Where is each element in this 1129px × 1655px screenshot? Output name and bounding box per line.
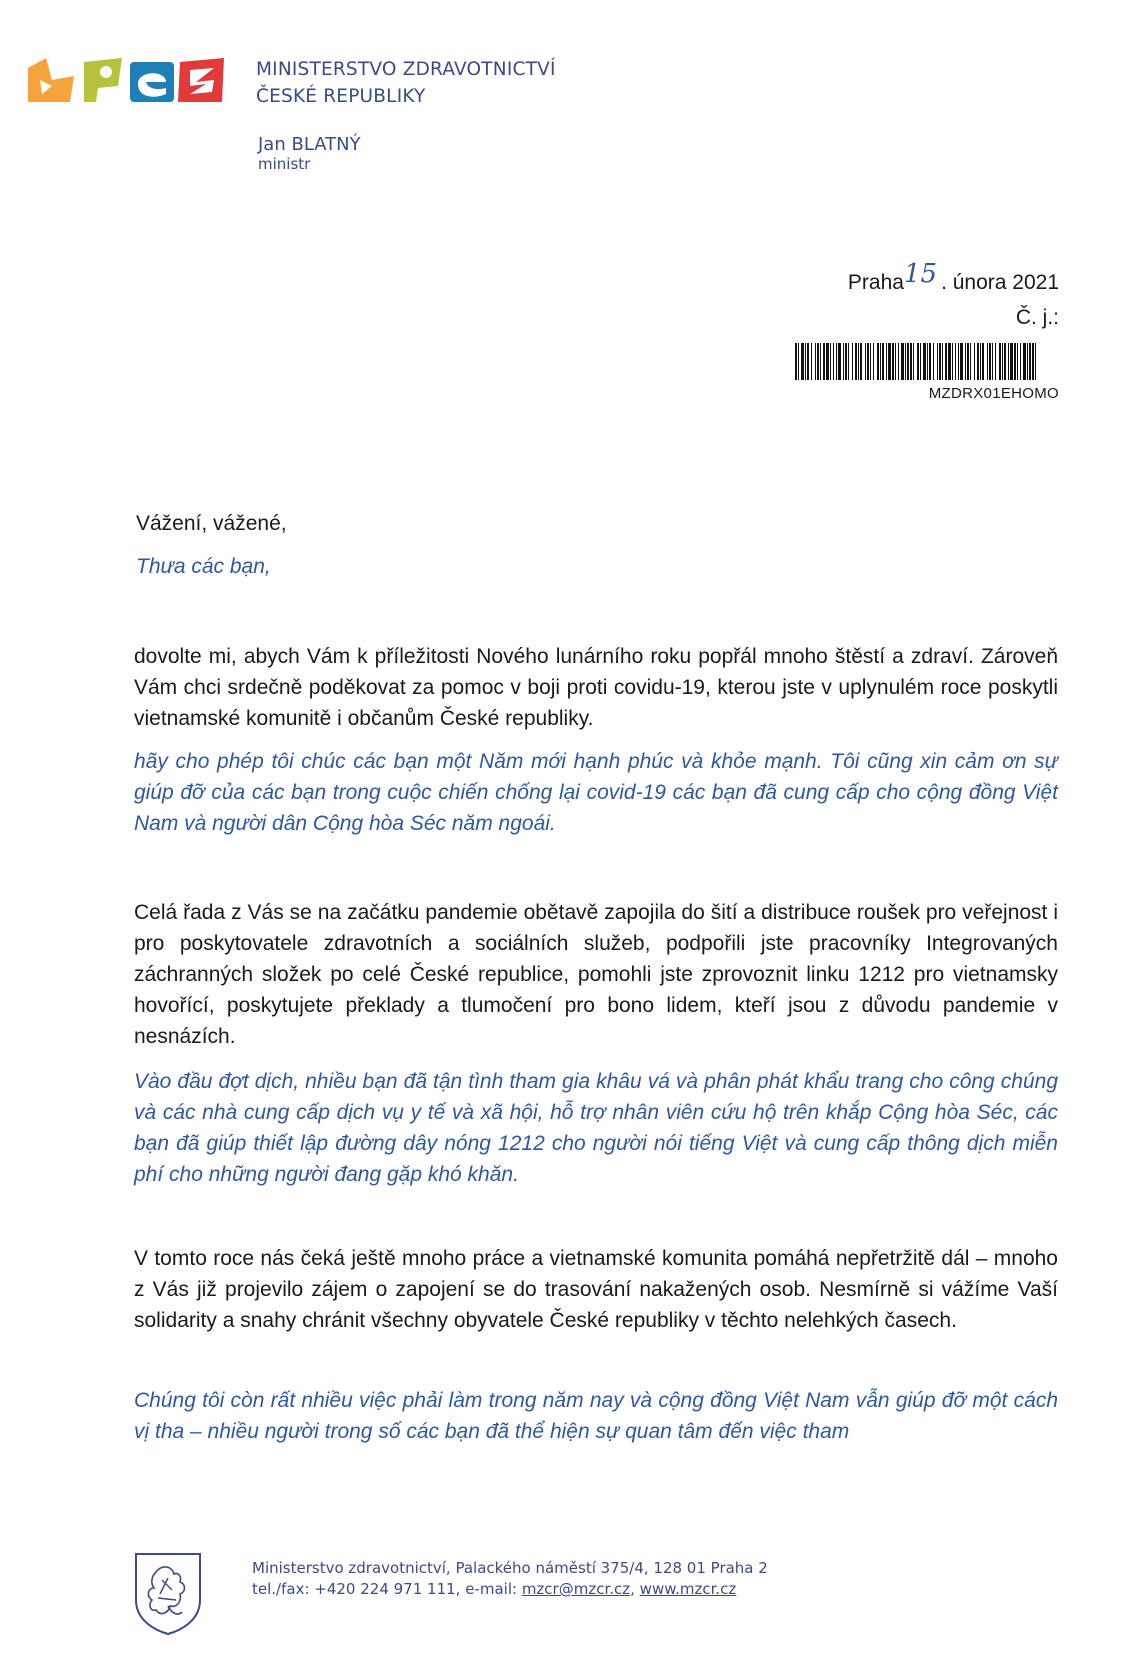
logo-green-shape bbox=[84, 58, 122, 102]
barcode-bar bbox=[945, 343, 947, 380]
barcode-bar bbox=[1029, 343, 1031, 380]
barcode-bar bbox=[1032, 343, 1034, 380]
date-month-year: . února 2021 bbox=[941, 271, 1059, 294]
minister-name: Jan BLATNÝ bbox=[258, 134, 361, 155]
barcode-bar bbox=[873, 343, 874, 380]
barcode-bar bbox=[942, 343, 943, 380]
barcode-bar bbox=[852, 343, 853, 380]
barcode-bar bbox=[836, 343, 837, 380]
minister-block bbox=[258, 134, 361, 173]
barcode-bar bbox=[965, 343, 966, 380]
logo-blue-shape bbox=[130, 62, 174, 102]
barcode-bar bbox=[907, 343, 909, 380]
czech-coat-of-arms-icon bbox=[132, 1550, 204, 1636]
barcode-bar bbox=[860, 343, 862, 380]
barcode-bar bbox=[845, 343, 847, 380]
barcode-bar bbox=[929, 343, 931, 380]
barcode-bar bbox=[937, 343, 938, 380]
barcode-bar bbox=[980, 343, 981, 380]
barcode-bar bbox=[999, 343, 1001, 380]
barcode-bar bbox=[910, 343, 912, 380]
barcode-bar bbox=[1002, 343, 1003, 380]
ministry-name-line1: MINISTERSTVO ZDRAVOTNICTVÍ bbox=[256, 59, 556, 80]
barcode-bar bbox=[838, 343, 841, 380]
barcode-bar bbox=[955, 343, 956, 380]
barcode-bar bbox=[901, 343, 904, 380]
barcode bbox=[795, 343, 1059, 380]
footer-separator: , bbox=[630, 1580, 640, 1598]
barcode-bar bbox=[939, 343, 941, 380]
barcode-bar bbox=[892, 343, 894, 380]
barcode-bar bbox=[1035, 343, 1036, 380]
barcode-bar bbox=[982, 343, 984, 380]
barcode-bar bbox=[820, 343, 821, 380]
barcode-bar bbox=[1020, 343, 1021, 380]
ministry-name-line2: ČESKÉ REPUBLIKY bbox=[256, 86, 426, 107]
barcode-bar bbox=[967, 343, 969, 380]
barcode-bar bbox=[815, 343, 816, 380]
barcode-bar bbox=[886, 343, 887, 380]
barcode-bar bbox=[974, 343, 975, 380]
paragraph-vietnamese-3: Chúng tôi còn rất nhiều việc phải làm trong năm nay và cộng đồng Việt Nam vẫn giúp đỡ một cách vị tha – nhiều người trong số các bạn đã thể hiện sự quan tâm đến việc tham bbox=[134, 1389, 1058, 1443]
paragraph-vietnamese-2: Vào đầu đợt dịch, nhiều bạn đã tận tình tham gia khâu vá và phân phát khẩu trang cho công chúng và các nhà cung cấp dịch vụ y tế và xã hội, hỗ trợ nhân viên cứu hộ trên khắp Cộng hòa Séc, các bạn đã giúp thiết lập đường dây nóng 1212 cho người nói tiếng Việt và cung cấp thông dịch miễn phí cho những người đang gặp khó khăn. bbox=[134, 1070, 1058, 1186]
barcode-bar bbox=[905, 343, 906, 380]
barcode-bar bbox=[833, 343, 834, 380]
website-link[interactable]: www.mzcr.cz bbox=[639, 1580, 737, 1598]
barcode-bar bbox=[1017, 343, 1018, 380]
barcode-bar bbox=[855, 343, 857, 380]
logo-orange-shape bbox=[28, 58, 74, 102]
barcode-bar bbox=[977, 343, 979, 380]
barcode-bar bbox=[920, 343, 921, 380]
barcode-bar bbox=[917, 343, 919, 380]
barcode-bar bbox=[826, 343, 829, 380]
footer-contact bbox=[252, 1579, 768, 1600]
barcode-bar bbox=[952, 343, 953, 380]
barcode-bar bbox=[807, 343, 809, 380]
paragraph-czech-3: V tomto roce nás čeká ještě mnoho práce a vietnamské komunita pomáhá nepřetržitě dál – mnoho z Vás již projevilo zájem o zapojení se do trasování nakažených osob. Nesmírně si vážíme Vaší solidarity a snahy chránit všechny obyvatele České republiky v těchto nelehkých časech. bbox=[134, 1247, 1058, 1332]
reference-number-label: Č. j.: bbox=[1015, 306, 1059, 329]
barcode-bar bbox=[1004, 343, 1006, 380]
date-city: Praha bbox=[847, 271, 904, 294]
footer-address: Ministerstvo zdravotnictví, Palackého náměstí 375/4, 128 01 Praha 2 bbox=[252, 1559, 768, 1577]
barcode-bar bbox=[817, 343, 819, 380]
barcode-bar bbox=[880, 343, 881, 380]
barcode-bar bbox=[995, 343, 996, 380]
barcode-bar bbox=[830, 343, 831, 380]
paragraph-vietnamese-1: hãy cho phép tôi chúc các bạn một Năm mới hạnh phúc và khỏe mạnh. Tôi cũng xin cảm ơn sự giúp đỡ của các bạn trong cuộc chiến chống lại covid-19 các bạn đã cung cấp cho cộng đồng Việt Nam và người dân Cộng hòa Séc năm ngoái. bbox=[134, 750, 1058, 835]
barcode-bar bbox=[898, 343, 899, 380]
paragraph-czech-2: Celá řada z Vás se na začátku pandemie obětavě zapojila do šití a distribuce roušek pro veřejnost i pro poskytovatele zdravotních a sociálních služeb, podpořili jste pracovníky Integrovaných záchranných složek po celé České republice, pomohli jste zprovoznit linku 1212 pro vietnamsky hovořící, poskytujete překlady a tlumočení pro bono lidem, kteří jsou z důvodu pandemie v nesnázích. bbox=[134, 901, 1058, 1048]
barcode-bar bbox=[923, 343, 926, 380]
barcode-bar bbox=[848, 343, 849, 380]
barcode-bar bbox=[1010, 343, 1013, 380]
letter-date bbox=[847, 259, 1059, 296]
barcode-bar bbox=[858, 343, 859, 380]
ministry-name bbox=[256, 56, 556, 110]
barcode-text: MZDRX01EHOMO bbox=[928, 385, 1059, 402]
barcode-bar bbox=[877, 343, 879, 380]
barcode-bar bbox=[987, 343, 988, 380]
barcode-bar bbox=[1008, 343, 1009, 380]
barcode-bar bbox=[823, 343, 825, 380]
barcode-bar bbox=[989, 343, 991, 380]
barcode-bar bbox=[960, 343, 963, 380]
barcode-bar bbox=[798, 343, 799, 380]
barcode-bar bbox=[913, 343, 914, 380]
barcode-bar bbox=[948, 343, 951, 380]
barcode-bar bbox=[1027, 343, 1028, 380]
barcode-bar bbox=[795, 343, 797, 380]
minister-role: ministr bbox=[258, 155, 311, 173]
barcode-bar bbox=[865, 343, 866, 380]
barcode-bar bbox=[882, 343, 884, 380]
email-link[interactable]: mzcr@mzcr.cz bbox=[521, 1580, 631, 1598]
barcode-bar bbox=[933, 343, 934, 380]
barcode-bar bbox=[927, 343, 928, 380]
barcode-bar bbox=[1014, 343, 1016, 380]
footer bbox=[252, 1558, 768, 1600]
barcode-bar bbox=[992, 343, 993, 380]
barcode-bar bbox=[970, 343, 971, 380]
barcode-bar bbox=[958, 343, 959, 380]
greeting-vietnamese: Thưa các bạn, bbox=[136, 555, 271, 578]
barcode-bar bbox=[805, 343, 806, 380]
barcode-bar bbox=[1023, 343, 1026, 380]
barcode-bar bbox=[811, 343, 812, 380]
barcode-bar bbox=[895, 343, 896, 380]
barcode-bar bbox=[867, 343, 869, 380]
logo-red-shape bbox=[178, 58, 224, 102]
barcode-bar bbox=[843, 343, 844, 380]
barcode-bar bbox=[870, 343, 871, 380]
barcode-bar bbox=[888, 343, 891, 380]
barcode-bar bbox=[801, 343, 804, 380]
footer-phone: tel./fax: +420 224 971 111, e-mail: bbox=[252, 1580, 522, 1598]
paragraph-czech-1: dovolte mi, abych Vám k příležitosti Nového lunárního roku popřál mnoho štěstí a zdraví. Zároveň Vám chci srdečně poděkovat za pomoc v boji proti covidu-19, kterou jste v uplynulém roce poskytli vietnamské komunitě i občanům České republiky. bbox=[134, 645, 1058, 730]
date-day-handwritten: 15 bbox=[903, 259, 938, 289]
ministry-logo bbox=[28, 58, 233, 108]
greeting-czech: Vážení, vážené, bbox=[136, 512, 287, 535]
